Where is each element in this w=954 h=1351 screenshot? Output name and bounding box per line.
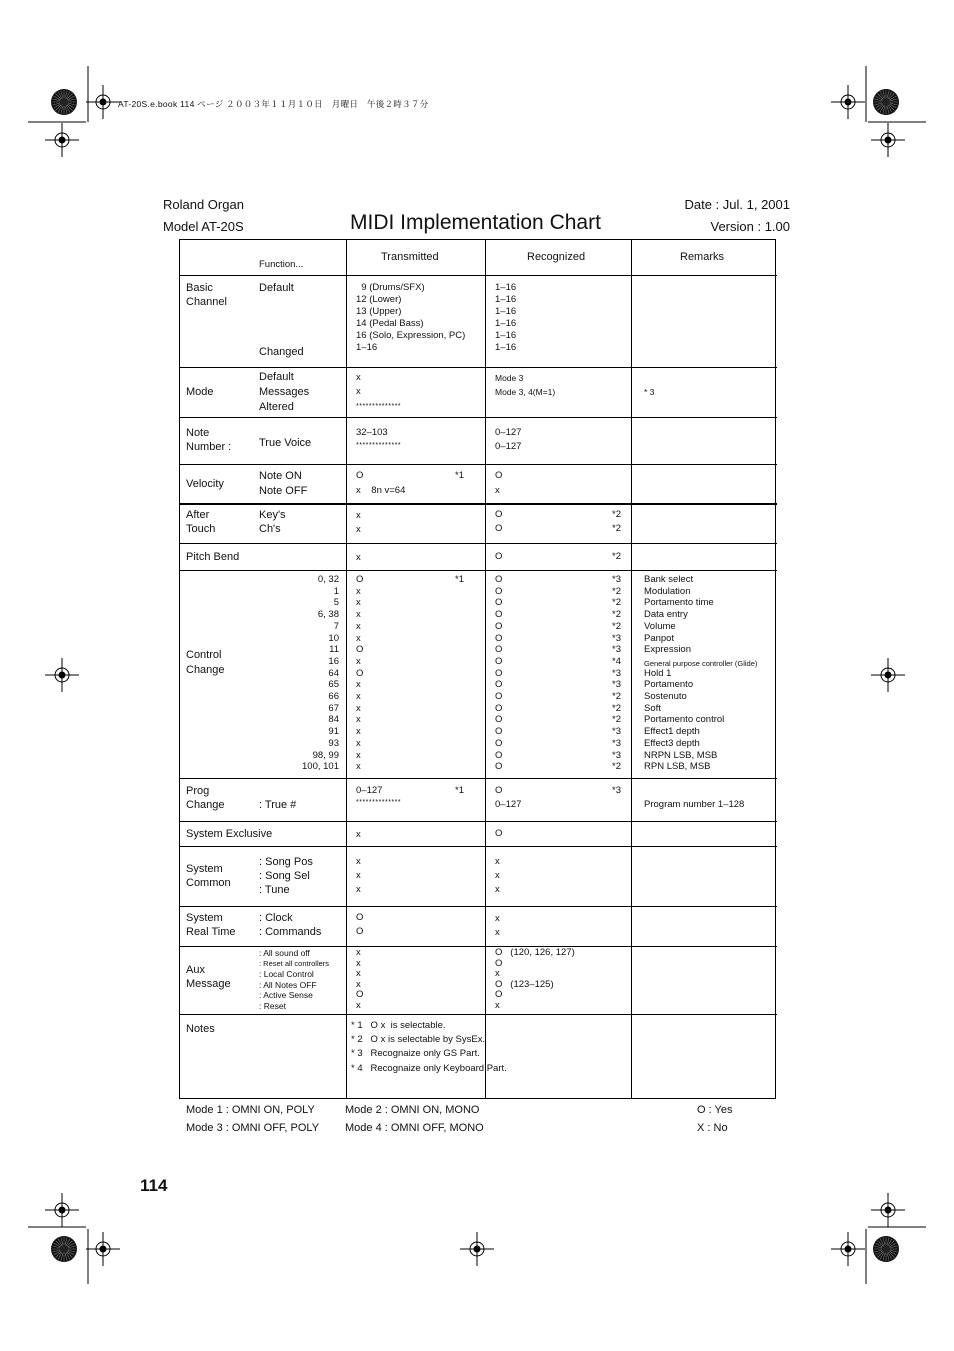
mode-tx: x [356, 372, 361, 383]
cc-rx-note: *3 [612, 749, 621, 761]
footer-mode3: Mode 3 : OMNI OFF, POLY [186, 1122, 320, 1134]
velocity-tx-note: *1 [455, 470, 464, 481]
velocity-label: Velocity [186, 478, 224, 490]
cc-remark: Portamento [644, 679, 694, 691]
cc-rx: O [495, 609, 503, 621]
cc-rx: O [495, 620, 503, 632]
cc-remark: Panpot [644, 632, 675, 644]
cc-number: 67 [328, 702, 339, 714]
after-touch-label: Touch [186, 523, 216, 535]
prog-change-tx: 0–127 [356, 785, 383, 796]
aux-rx: O (123–125) [495, 978, 554, 990]
column-divider [631, 240, 632, 1098]
aux-sub: : Active Sense [259, 990, 313, 1000]
basic-channel-changed: Changed [259, 346, 304, 358]
system-common-rx: x [495, 856, 500, 867]
after-touch-sub: Key's [259, 509, 286, 521]
tx-value: 16 (Solo, Expression, PC) [356, 330, 466, 341]
system-exclusive-rx: O [495, 828, 503, 839]
after-touch-tx: x [356, 524, 361, 535]
aux-sub: : All sound off [259, 948, 310, 958]
aux-message-label: Aux [186, 964, 205, 976]
column-divider [485, 240, 486, 1098]
after-touch-rx-note: *2 [612, 523, 621, 534]
note-line: * 3 Recognaize only GS Part. [351, 1048, 480, 1059]
system-common-rx: x [495, 884, 500, 895]
footer-no: X : No [697, 1122, 728, 1134]
header-transmitted: Transmitted [381, 251, 439, 263]
aux-sub: : Reset [259, 1000, 286, 1011]
system-exclusive-tx: x [356, 829, 361, 840]
footer-mode4: Mode 4 : OMNI OFF, MONO [345, 1122, 484, 1134]
cc-rx: O [495, 574, 503, 585]
note-number-sub: True Voice [259, 437, 312, 449]
prog-change-rx: O [495, 785, 503, 796]
system-common-label: Common [186, 877, 231, 889]
cc-number: 98, 99 [312, 749, 339, 761]
cc-rx-note: *2 [612, 702, 621, 714]
note-number-rx: 0–127 [495, 427, 522, 438]
after-touch-sub: Ch's [259, 523, 281, 535]
prog-change-tx-note: *1 [455, 785, 464, 796]
cc-number: 64 [328, 667, 339, 679]
cc-number: 93 [328, 737, 339, 749]
aux-rx: x [495, 999, 500, 1011]
cc-number: 65 [328, 679, 339, 691]
system-common-sub: : Song Pos [259, 856, 313, 868]
cc-number: 5 [333, 597, 339, 609]
prog-change-tx: ************** [356, 799, 402, 806]
cc-rx: O [495, 761, 503, 773]
cc-remark: Bank select [644, 574, 694, 585]
column-divider [346, 240, 347, 1098]
cc-tx: x [356, 714, 361, 726]
cc-rx: O [495, 737, 503, 749]
row-divider [180, 464, 777, 465]
cc-number: 66 [328, 691, 339, 702]
cc-remark: Portamento control [644, 714, 725, 726]
prog-change-sub: : True # [259, 799, 297, 811]
cc-remark: Portamento time [644, 597, 714, 609]
aux-rx: x [495, 968, 500, 979]
cc-rx-note: *4 [612, 655, 621, 667]
cc-number: 11 [329, 644, 339, 656]
cc-rx: O [495, 644, 503, 656]
basic-channel-label: Basic [186, 282, 213, 294]
cc-remark: Effect1 depth [644, 726, 700, 738]
cc-remark: RPN LSB, MSB [644, 761, 711, 773]
cc-rx-note: *3 [612, 679, 621, 691]
basic-channel-label: Channel [186, 296, 227, 308]
velocity-tx: O [356, 470, 364, 481]
model-name: Model AT-20S [163, 219, 244, 234]
cc-tx: x [356, 620, 361, 632]
system-real-time-label: System [186, 912, 223, 924]
registration-target-icon [873, 1236, 899, 1262]
cc-rx-note: *3 [612, 644, 621, 656]
row-divider [180, 503, 777, 505]
chart-date: Date : Jul. 1, 2001 [684, 197, 790, 212]
cc-rx: O [495, 714, 503, 726]
aux-sub: : All Notes OFF [259, 979, 317, 990]
aux-rx: O [495, 957, 503, 969]
cc-tx: O [356, 667, 364, 679]
crosshair-mark-icon [871, 1193, 905, 1227]
note-line: * 4 Recognaize only Keyboard Part. [351, 1063, 507, 1074]
mode-sub: Messages [259, 386, 310, 398]
chart-version: Version : 1.00 [710, 219, 790, 234]
after-touch-rx: O [495, 509, 503, 520]
cc-number: 16 [328, 655, 339, 667]
mode-sub: Altered [259, 401, 294, 413]
mode-rx: Mode 3, 4(M=1) [495, 387, 556, 397]
page-number: 114 [140, 1176, 168, 1195]
pitch-bend-tx: x [356, 552, 361, 563]
mode-label: Mode [186, 386, 214, 398]
aux-tx: x [356, 947, 361, 958]
cc-rx: O [495, 726, 503, 738]
registration-target-icon [51, 89, 77, 115]
row-divider [180, 275, 777, 276]
cc-number: 84 [328, 714, 339, 726]
crosshair-mark-icon [831, 85, 865, 119]
aux-rx: O [495, 989, 503, 1000]
cc-rx: O [495, 702, 503, 714]
aux-tx: x [356, 999, 361, 1011]
aux-tx: x [356, 957, 361, 969]
cc-remark: Effect3 depth [644, 737, 700, 749]
crosshair-mark-icon [871, 123, 905, 157]
aux-sub: : Reset all controllers [259, 958, 330, 968]
note-number-rx: 0–127 [495, 441, 522, 452]
cc-tx: x [356, 737, 361, 749]
crosshair-mark-icon [871, 658, 905, 692]
velocity-rx: x [495, 485, 500, 496]
note-number-tx: ************** [356, 442, 402, 449]
crosshair-mark-icon [86, 85, 120, 119]
header-function: Function... [259, 259, 304, 270]
system-real-time-sub: : Commands [259, 926, 322, 938]
system-real-time-tx: O [356, 912, 364, 923]
row-divider [180, 821, 777, 822]
cc-tx: x [356, 726, 361, 738]
cc-rx-note: *2 [612, 761, 621, 773]
cc-rx-note: *3 [612, 737, 621, 749]
notes-label: Notes [186, 1023, 215, 1035]
cc-rx: O [495, 749, 503, 761]
footer-mode1: Mode 1 : OMNI ON, POLY [186, 1104, 315, 1116]
crosshair-mark-icon [45, 658, 79, 692]
mode-tx: ************** [356, 403, 402, 410]
system-real-time-rx: x [495, 913, 500, 924]
cc-rx-note: *2 [612, 585, 621, 597]
note-line: * 1 O x is selectable. [351, 1020, 446, 1031]
aux-tx: x [356, 978, 361, 990]
note-number-label: Note [186, 427, 210, 439]
cc-rx: O [495, 585, 503, 597]
pitch-bend-label: Pitch Bend [186, 551, 240, 563]
cc-rx-note: *3 [612, 632, 621, 644]
basic-channel-tx [356, 282, 465, 354]
mode-tx: x [356, 386, 361, 397]
prog-change-rx-note: *3 [612, 785, 621, 796]
cc-rx-note: *3 [612, 726, 621, 738]
cc-number: 0, 32 [317, 574, 339, 585]
row-divider [180, 1014, 777, 1015]
system-common-tx: x [356, 884, 361, 895]
cc-rx-note: *3 [612, 574, 621, 585]
prog-change-label: Change [186, 799, 225, 811]
crosshair-mark-icon [86, 1232, 120, 1266]
rx-value: 1–16 [495, 318, 517, 329]
cc-tx: x [356, 655, 361, 667]
system-real-time-sub: : Clock [259, 912, 293, 924]
cc-remark: Sostenuto [644, 691, 687, 702]
mode-rx: Mode 3 [495, 373, 524, 383]
tx-value: 1–16 [356, 342, 378, 353]
cc-tx: x [356, 632, 361, 644]
aux-message-label: Message [186, 978, 231, 990]
after-touch-rx: O [495, 523, 503, 534]
system-common-sub: : Song Sel [259, 870, 310, 882]
cc-rx: O [495, 597, 503, 609]
cc-tx: x [356, 679, 361, 691]
note-number-label: Number : [186, 441, 232, 453]
cc-number: 1 [333, 585, 339, 597]
after-touch-tx: x [356, 510, 361, 521]
cc-tx: O [356, 644, 364, 656]
cc-remark: Volume [644, 620, 676, 632]
cc-remark: General purpose controller (Glide) [644, 658, 758, 668]
print-info: AT-20S.e.book 114 ページ ２００３年１１月１０日 月曜日 午後２時３７分 [118, 99, 429, 109]
velocity-tx: x 8n v=64 [356, 485, 406, 496]
cc-tx: x [356, 609, 361, 621]
row-divider [180, 543, 777, 544]
cc-tx: x [356, 749, 361, 761]
velocity-rx: O [495, 470, 503, 481]
cc-rx-note: *3 [612, 667, 621, 679]
row-divider [180, 906, 777, 907]
rx-value: 1–16 [495, 306, 517, 317]
cc-rx: O [495, 655, 503, 667]
after-touch-rx-note: *2 [612, 509, 621, 520]
tx-value: 12 (Lower) [356, 294, 402, 305]
row-divider [180, 570, 777, 571]
cc-rx: O [495, 691, 503, 702]
cc-rx: O [495, 632, 503, 644]
system-common-tx: x [356, 870, 361, 881]
cc-rx-note: *2 [612, 691, 621, 702]
cc-tx: x [356, 691, 361, 702]
mode-remark: * 3 [644, 387, 655, 397]
system-common-label: System [186, 863, 223, 875]
cc-rx-note: *2 [612, 609, 621, 621]
aux-sub: : Local Control [259, 969, 314, 979]
velocity-sub: Note ON [259, 470, 302, 482]
rx-value: 1–16 [495, 294, 517, 305]
pitch-bend-rx: O [495, 551, 503, 562]
company-name: Roland Organ [163, 197, 244, 212]
cc-tx: x [356, 761, 361, 773]
cc-number: 91 [328, 726, 339, 738]
tx-value: 14 (Pedal Bass) [356, 318, 424, 329]
mode-sub: Default [259, 371, 294, 383]
control-change-label: Change [186, 664, 225, 676]
registration-target-icon [873, 89, 899, 115]
system-real-time-label: Real Time [186, 926, 236, 938]
cc-rx-note: *2 [612, 714, 621, 726]
footer-yes: O : Yes [697, 1104, 733, 1116]
row-divider [180, 367, 777, 368]
cc-remark: Soft [644, 702, 661, 714]
aux-tx: O [356, 989, 364, 1000]
cc-tx: x [356, 585, 361, 597]
cc-remark: Data entry [644, 609, 688, 621]
rx-value: 1–16 [495, 342, 517, 353]
cc-remark: Expression [644, 644, 691, 656]
rx-value: 1–16 [495, 282, 517, 293]
cc-rx-note: *2 [612, 597, 621, 609]
control-change-label: Control [186, 649, 222, 661]
rx-value: 1–16 [495, 330, 517, 341]
row-divider [180, 778, 777, 779]
system-common-tx: x [356, 856, 361, 867]
tx-value: 9 (Drums/SFX) [356, 282, 425, 293]
row-divider [180, 846, 777, 847]
cc-remark: Modulation [644, 585, 691, 597]
system-real-time-tx: O [356, 926, 364, 937]
cc-rx: O [495, 667, 503, 679]
crosshair-mark-icon [460, 1232, 494, 1266]
system-real-time-rx: x [495, 927, 500, 938]
basic-channel-rx [495, 282, 516, 354]
registration-target-icon [51, 1236, 77, 1262]
cc-tx: O [356, 574, 364, 585]
velocity-sub: Note OFF [259, 485, 308, 497]
pitch-bend-rx-note: *2 [612, 551, 621, 562]
cc-number: 10 [328, 632, 339, 644]
crosshair-mark-icon [831, 1232, 865, 1266]
aux-tx: x [356, 968, 361, 979]
after-touch-label: After [186, 509, 210, 521]
cc-remark: Hold 1 [644, 667, 672, 679]
cc-number: 7 [333, 620, 339, 632]
page-title: MIDI Implementation Chart [350, 211, 601, 234]
cc-remark: NRPN LSB, MSB [644, 749, 718, 761]
crosshair-mark-icon [45, 1193, 79, 1227]
control-change-tx-note: *1 [455, 574, 464, 585]
note-line: * 2 O x is selectable by SysEx. [351, 1034, 486, 1045]
aux-rx: O (120, 126, 127) [495, 947, 575, 958]
cc-number: 100, 101 [302, 761, 339, 773]
prog-change-label: Prog [186, 785, 210, 797]
system-exclusive-label: System Exclusive [186, 828, 273, 840]
tx-value: 13 (Upper) [356, 306, 402, 317]
crosshair-mark-icon [45, 123, 79, 157]
cc-rx: O [495, 679, 503, 691]
footer-mode2: Mode 2 : OMNI ON, MONO [345, 1104, 480, 1116]
cc-rx-note: *2 [612, 620, 621, 632]
basic-channel-default: Default [259, 282, 294, 294]
cc-tx: x [356, 597, 361, 609]
system-common-rx: x [495, 870, 500, 881]
cc-tx: x [356, 702, 361, 714]
row-divider [180, 417, 777, 418]
prog-change-remark: Program number 1–128 [644, 799, 745, 810]
note-number-tx: 32–103 [356, 427, 388, 438]
header-remarks: Remarks [680, 251, 725, 263]
cc-number: 6, 38 [317, 609, 339, 621]
prog-change-rx: 0–127 [495, 799, 522, 810]
system-common-sub: : Tune [259, 884, 290, 896]
header-recognized: Recognized [527, 251, 586, 263]
